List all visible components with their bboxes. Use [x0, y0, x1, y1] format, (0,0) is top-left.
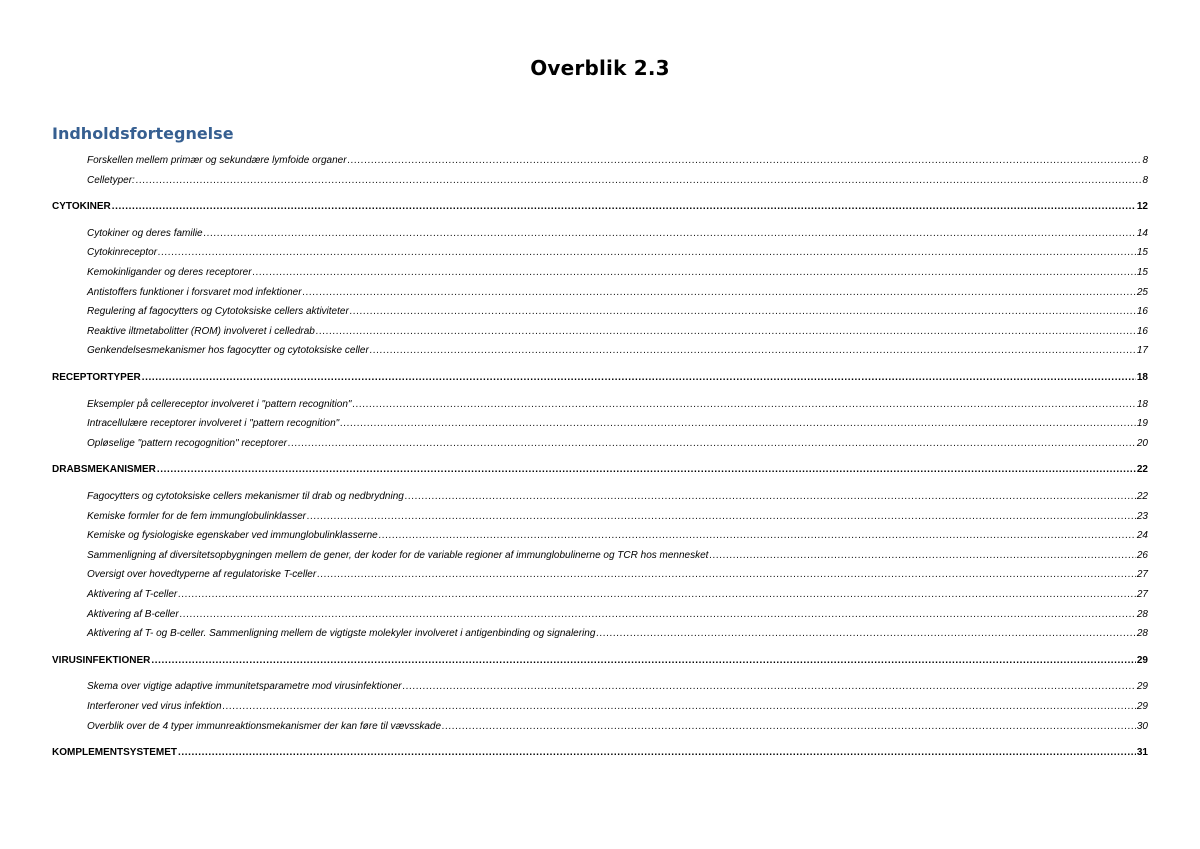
- toc-entry-label: Oversigt over hovedtyperne af regulatoriske T-celler: [87, 569, 317, 581]
- toc-entry-page-number: 28: [1136, 628, 1148, 640]
- toc-dot-leader: [303, 286, 1136, 299]
- toc-entry-label: Reaktive iltmetabolitter (ROM) involveret i celledrab: [87, 325, 315, 337]
- toc-entry-page-number: 30: [1136, 720, 1148, 732]
- toc-entry-label: Aktivering af B-celler: [87, 608, 179, 620]
- toc-entry-page-number: 29: [1136, 654, 1148, 666]
- toc-entry-label: Antistoffers funktioner i forsvaret mod infektioner: [87, 286, 302, 298]
- toc-dot-leader: [151, 654, 1136, 667]
- toc-entry-page-number: 18: [1136, 372, 1148, 383]
- toc-entry-page-number: 17: [1136, 345, 1148, 357]
- toc-entry-label: Regulering af fagocytters og Cytotoksiske cellers aktiviteter: [87, 306, 349, 318]
- toc-section-entry[interactable]: [87, 263, 1148, 279]
- toc-chapter-entry[interactable]: [52, 197, 1148, 213]
- toc-dot-leader: [370, 344, 1136, 357]
- toc-entry-label: Aktivering af T- og B-celler. Sammenligning mellem de vigtigste molekyler involveret i antigenbinding og signalering: [87, 628, 596, 640]
- toc-section-entry[interactable]: [87, 487, 1148, 503]
- toc-entry-page-number: 29: [1136, 701, 1148, 712]
- toc-entry-page-number: 23: [1136, 510, 1148, 522]
- toc-section-entry[interactable]: [87, 171, 1148, 187]
- toc-section-entry[interactable]: [87, 507, 1148, 523]
- toc-entry-label: Cytokiner og deres familie: [87, 227, 203, 239]
- toc-section-entry[interactable]: [87, 151, 1148, 167]
- toc-dot-leader: [178, 588, 1136, 601]
- toc-section-entry[interactable]: [87, 677, 1148, 693]
- toc-entry-page-number: 22: [1136, 491, 1148, 502]
- toc-entry-label: Eksempler på cellereceptor involveret i "pattern recognition": [87, 398, 352, 410]
- toc-section-entry[interactable]: [87, 414, 1148, 430]
- toc-section-entry[interactable]: [87, 605, 1148, 621]
- toc-entry-page-number: 20: [1136, 437, 1148, 449]
- toc-entry-label: RECEPTORTYPER: [52, 372, 141, 383]
- toc-section-entry[interactable]: [87, 283, 1148, 299]
- toc-entry-label: Overblik over de 4 typer immunreaktionsmekanismer der kan føre til vævsskade: [87, 720, 442, 732]
- toc-entry-page-number: 19: [1136, 418, 1148, 430]
- toc-dot-leader: [180, 608, 1136, 621]
- toc-entry-label: Intracellulære receptorer involveret i "pattern recognition": [87, 418, 340, 430]
- toc-chapter-entry[interactable]: [52, 651, 1148, 667]
- toc-chapter-entry[interactable]: [52, 460, 1148, 476]
- toc-section-entry[interactable]: [87, 341, 1148, 357]
- toc-section-entry[interactable]: [87, 526, 1148, 542]
- toc-dot-leader: [352, 398, 1135, 411]
- toc-entry-page-number: 22: [1136, 464, 1148, 476]
- document-title: Overblik 2.3: [530, 56, 670, 80]
- toc-entry-label: Cytokinreceptor: [87, 247, 158, 259]
- toc-heading: Indholdsfortegnelse: [52, 124, 234, 143]
- toc-entry-page-number: 12: [1136, 201, 1148, 213]
- toc-dot-leader: [442, 720, 1136, 733]
- toc-section-entry[interactable]: [87, 624, 1148, 640]
- toc-entry-page-number: 31: [1136, 747, 1148, 759]
- toc-entry-label: Kemokinligander og deres receptorer: [87, 267, 252, 278]
- toc-entry-label: Genkendelsesmekanismer hos fagocytter og cytotoksiske celler: [87, 345, 369, 357]
- toc-dot-leader: [112, 200, 1136, 213]
- toc-entry-page-number: 8: [1142, 155, 1148, 166]
- toc-dot-leader: [348, 154, 1142, 167]
- toc-entry-page-number: 24: [1136, 530, 1148, 542]
- toc-entry-label: Forskellen mellem primær og sekundære lymfoide organer: [87, 155, 347, 166]
- toc-entry-page-number: 14: [1136, 227, 1148, 239]
- toc-section-entry[interactable]: [87, 434, 1148, 450]
- toc-entry-page-number: 15: [1136, 247, 1148, 259]
- toc-entry-page-number: 16: [1136, 325, 1148, 337]
- toc-dot-leader: [379, 529, 1136, 542]
- toc-section-entry[interactable]: [87, 697, 1148, 713]
- toc-dot-leader: [316, 325, 1136, 338]
- toc-dot-leader: [307, 510, 1136, 523]
- toc-entry-label: KOMPLEMENTSYSTEMET: [52, 747, 178, 759]
- toc-dot-leader: [340, 417, 1136, 430]
- toc-entry-page-number: 27: [1136, 589, 1148, 600]
- toc-section-entry[interactable]: [87, 395, 1148, 411]
- toc-entry-label: Kemiske formler for de fem immunglobulinklasser: [87, 510, 306, 522]
- toc-section-entry[interactable]: [87, 717, 1148, 733]
- toc-chapter-entry[interactable]: [52, 368, 1148, 384]
- toc-dot-leader: [204, 227, 1136, 240]
- toc-dot-leader: [709, 549, 1135, 562]
- toc-dot-leader: [223, 700, 1136, 713]
- toc-entry-label: Fagocytters og cytotoksiske cellers mekanismer til drab og nedbrydning: [87, 491, 404, 502]
- toc-chapter-entry[interactable]: [52, 743, 1148, 759]
- toc-dot-leader: [157, 463, 1136, 476]
- toc-entry-page-number: 29: [1136, 681, 1148, 693]
- toc-dot-leader: [403, 680, 1136, 693]
- toc-entry-label: Celletyper:: [87, 174, 135, 186]
- toc-section-entry[interactable]: [87, 585, 1148, 601]
- toc-dot-leader: [350, 305, 1136, 318]
- toc-entry-label: CYTOKINER: [52, 201, 111, 213]
- toc-entry-page-number: 8: [1142, 174, 1148, 186]
- toc-dot-leader: [142, 371, 1136, 384]
- toc-entry-label: Interferoner ved virus infektion: [87, 701, 222, 712]
- toc-entry-label: Kemiske og fysiologiske egenskaber ved immunglobulinklasserne: [87, 530, 378, 542]
- toc-entry-label: DRABSMEKANISMER: [52, 464, 156, 476]
- toc-entry-page-number: 27: [1136, 569, 1148, 581]
- toc-section-entry[interactable]: [87, 322, 1148, 338]
- toc-dot-leader: [405, 490, 1136, 503]
- toc-section-entry[interactable]: [87, 302, 1148, 318]
- toc-section-entry[interactable]: [87, 565, 1148, 581]
- toc-entry-label: Sammenligning af diversitetsopbygningen mellem de gener, der koder for de variable regioner af immunglobulinerne og TCR hos mennesket: [87, 549, 709, 561]
- toc-dot-leader: [158, 246, 1136, 259]
- toc-section-entry[interactable]: [87, 546, 1148, 562]
- toc-dot-leader: [178, 746, 1136, 759]
- toc-dot-leader: [317, 568, 1136, 581]
- toc-entry-label: VIRUSINFEKTIONER: [52, 654, 151, 666]
- toc-section-entry[interactable]: [87, 224, 1148, 240]
- toc-entry-page-number: 25: [1136, 286, 1148, 298]
- toc-dot-leader: [136, 174, 1142, 187]
- toc-entry-label: Aktivering af T-celler: [87, 589, 178, 600]
- toc-entry-label: Skema over vigtige adaptive immunitetsparametre mod virusinfektioner: [87, 681, 402, 693]
- toc-dot-leader: [596, 627, 1135, 640]
- toc-entry-label: Opløselige "pattern recogognition" receptorer: [87, 437, 287, 449]
- toc-dot-leader: [253, 266, 1136, 279]
- toc-entry-page-number: 28: [1136, 608, 1148, 620]
- toc-entry-page-number: 26: [1136, 549, 1148, 561]
- toc-section-entry[interactable]: [87, 243, 1148, 259]
- toc-entry-page-number: 15: [1136, 267, 1148, 278]
- toc-entry-page-number: 16: [1136, 306, 1148, 318]
- toc-dot-leader: [288, 437, 1136, 450]
- toc-entry-page-number: 18: [1136, 398, 1148, 410]
